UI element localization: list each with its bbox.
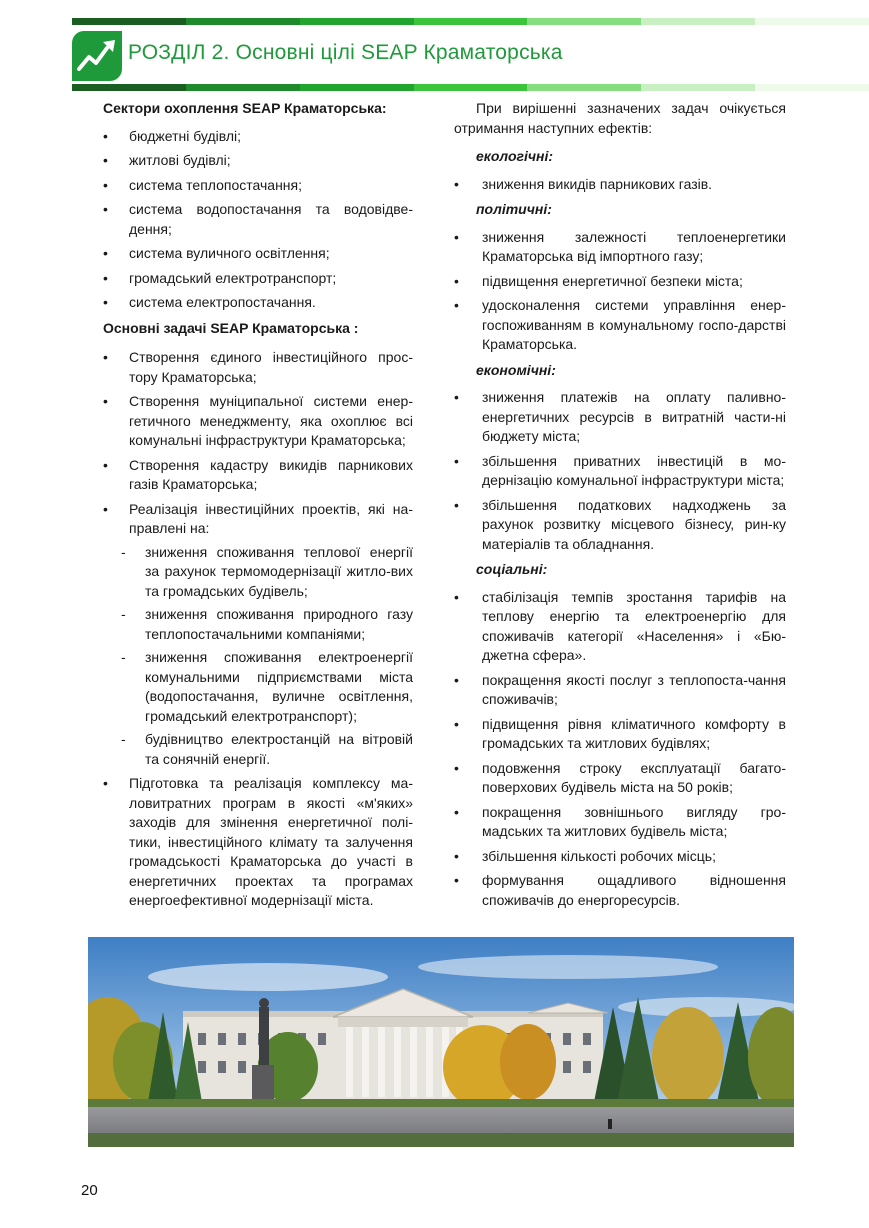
- left-column: [103, 99, 413, 916]
- list-item: • система електропостачання.: [103, 293, 413, 313]
- sub-list-item: - будівництво електростанцій на вітровій та сонячній енергії.: [129, 730, 413, 769]
- list-item: • Створення єдиного інвестиційного прос-тору Краматорська;: [103, 348, 413, 387]
- list-item: • Підготовка та реалізація комплексу ма-ловитратних програм в якості «м'яких» заходів для змінення енергетичної полі-тики, інвестиційного клімату та залучення громадськості Краматорська до участі в енергетичних проектах та програмах енергоефективної модернізації міста.: [103, 774, 413, 911]
- tasks-heading: Основні задачі SEAP Краматорська :: [103, 319, 359, 336]
- list-item: • житлові будівлі;: [103, 151, 413, 171]
- list-item: • стабілізація темпів зростання тарифів на теплову енергію та електроенергію для споживачів категорії «Населення» і «Бю-джетна сфера».: [454, 588, 786, 666]
- list-item: • зниження залежності теплоенергетики Краматорська від імпортного газу;: [454, 228, 786, 267]
- economic-list: [454, 388, 786, 554]
- sub-list-item: - зниження споживання теплової енергії за рахунок термомодернізації житло-вих та громадських будівель;: [129, 543, 413, 602]
- list-item: • збільшення податкових надходжень за рахунок розвитку місцевого бізнесу, рин-ку матеріалів та обладнання.: [454, 496, 786, 555]
- list-item: • підвищення рівня кліматичного комфорту в громадських та житлових будівлях;: [454, 715, 786, 754]
- sub-list-item: - зниження споживання електроенергії комунальними підприємствами міста (водопостачання, вуличне освітлення, громадський електротранспорт);: [129, 648, 413, 726]
- sectors-heading: Сектори охоплення SEAP Краматорська:: [103, 100, 387, 116]
- tasks-list: [103, 348, 413, 911]
- list-item: • бюджетні будівлі;: [103, 127, 413, 147]
- effects-intro: При вирішенні зазначених задач очікується отримання наступних ефектів:: [454, 100, 786, 136]
- ecological-list: [454, 175, 786, 195]
- list-item: • покращення якості послуг з теплопоста-чання споживачів;: [454, 671, 786, 710]
- list-item: • покращення зовнішнього вигляду гро-мадських та житлових будівель міста;: [454, 803, 786, 842]
- list-item: • система водопостачання та водовідве-дення;: [103, 200, 413, 239]
- category-social: соціальні:: [476, 561, 548, 577]
- header-bottom-band: [72, 84, 869, 91]
- list-item: [103, 500, 413, 770]
- category-economic: економічні:: [476, 361, 556, 378]
- list-item: • збільшення кількості робочих місць;: [454, 847, 786, 867]
- page-title: РОЗДІЛ 2. Основні цілі SEAP Краматорська: [128, 41, 563, 64]
- list-item: • формування ощадливого відношення споживачів до енергоресурсів.: [454, 871, 786, 910]
- list-item: • удосконалення системи управління енер-госпоживанням в комунальному госпо-дарстві Краматорська.: [454, 296, 786, 355]
- list-item: • Створення муніципальної системи енер-гетичного менеджменту, яка охоплює всі комунальні інфраструктури Краматорська;: [103, 392, 413, 451]
- list-item: • збільшення приватних інвестицій в мо-дернізацію комунальної інфраструктури міста;: [454, 452, 786, 491]
- list-item: • система вуличного освітлення;: [103, 244, 413, 264]
- header-top-band: [72, 18, 869, 25]
- sub-list-item: - зниження споживання природного газу теплопостачальними компаніями;: [129, 605, 413, 644]
- growth-chart-icon: [72, 31, 122, 81]
- list-item-text: Реалізація інвестиційних проектів, які на-правлені на:: [129, 500, 413, 536]
- category-political: політичні:: [476, 201, 552, 217]
- political-list: [454, 228, 786, 355]
- list-item: • подовження строку експлуатації багато-поверхових будівель міста на 50 років;: [454, 759, 786, 798]
- social-list: [454, 588, 786, 911]
- sectors-list: [103, 127, 413, 313]
- page-number: 20: [81, 1182, 98, 1199]
- list-item: • зниження платежів на оплату паливно-енергетичних ресурсів в витратній части-ні бюджету міста;: [454, 388, 786, 447]
- list-item: • зниження викидів парникових газів.: [454, 175, 786, 195]
- category-ecological: екологічні:: [476, 148, 554, 164]
- subtasks-list: [129, 543, 413, 770]
- list-item: • підвищення енергетичної безпеки міста;: [454, 272, 786, 292]
- city-square-photo: [88, 937, 794, 1147]
- right-column: [454, 99, 786, 915]
- list-item: • система теплопостачання;: [103, 176, 413, 196]
- list-item: • громадський електротранспорт;: [103, 269, 413, 289]
- list-item: • Створення кадастру викидів парникових газів Краматорська;: [103, 456, 413, 495]
